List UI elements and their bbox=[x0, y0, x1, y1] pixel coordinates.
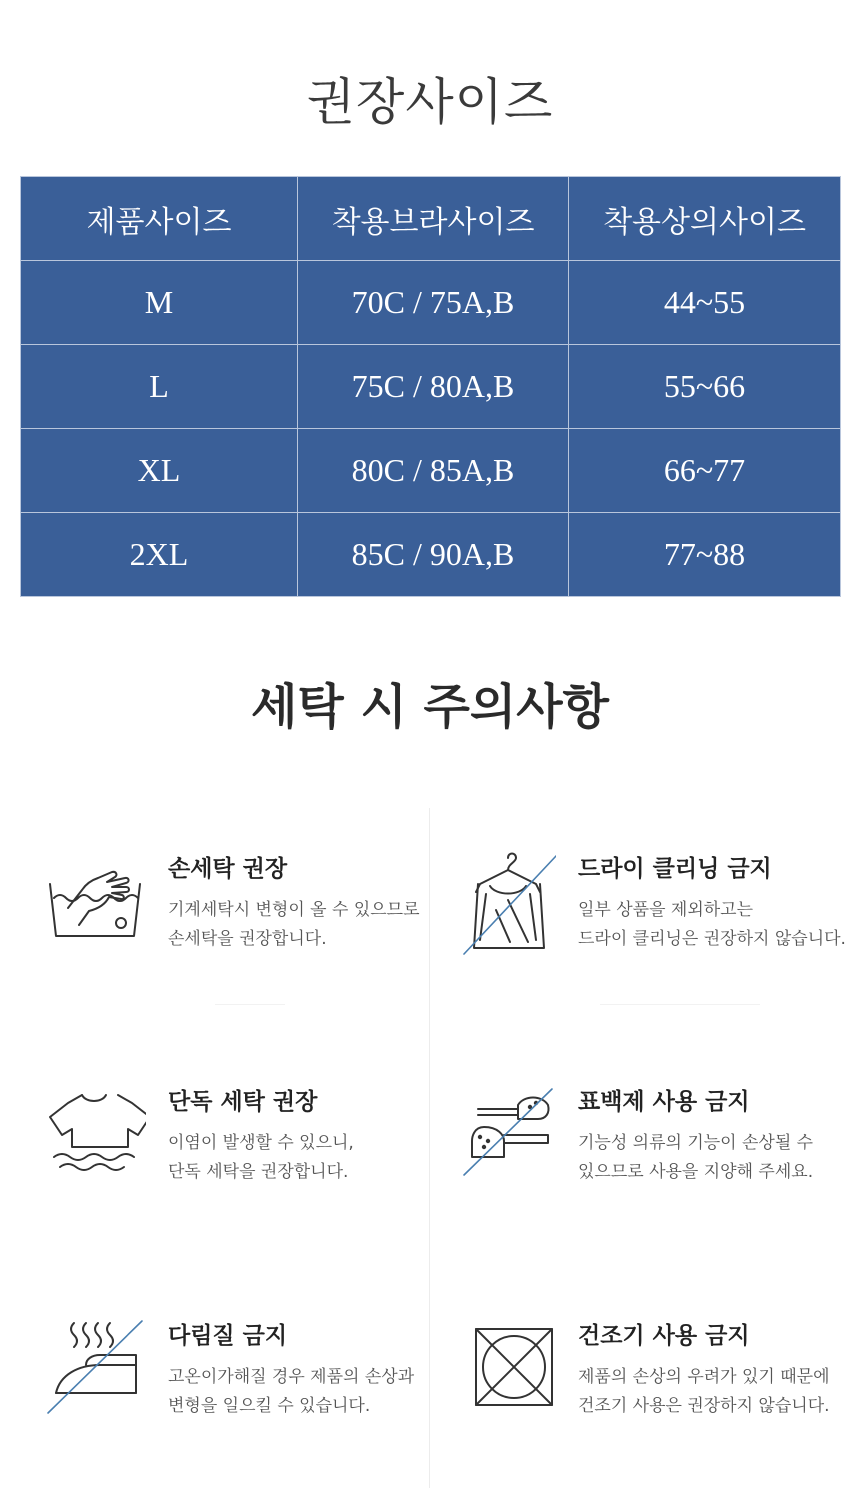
table-row bbox=[21, 261, 841, 345]
care-item-description: 기계세탁시 변형이 올 수 있으므로 손세탁을 권장합니다. bbox=[168, 900, 420, 949]
hand-wash-icon bbox=[46, 850, 146, 970]
bra-size-cell: 75C / 80A,B bbox=[298, 345, 569, 429]
care-title: 세탁 시 주의사항 bbox=[251, 679, 609, 735]
product-size-cell: M bbox=[21, 261, 298, 345]
header-bra-size: 착용브라사이즈 bbox=[298, 177, 569, 261]
no-dry-cleaning-icon bbox=[456, 850, 556, 970]
table-header-row bbox=[21, 177, 841, 261]
size-table bbox=[20, 176, 841, 597]
bra-size-cell: 85C / 90A,B bbox=[298, 513, 569, 597]
header-product-size: 제품사이즈 bbox=[21, 177, 298, 261]
product-size-cell: L bbox=[21, 345, 298, 429]
no-tumble-dry-icon bbox=[456, 1317, 556, 1437]
bra-size-cell: 70C / 75A,B bbox=[298, 261, 569, 345]
product-size-cell: 2XL bbox=[21, 513, 298, 597]
care-item-no-dry-cleaning bbox=[456, 850, 860, 1010]
top-size-cell: 77~88 bbox=[569, 513, 841, 597]
product-size-cell: XL bbox=[21, 429, 298, 513]
care-item-description: 이염이 발생할 수 있으니, 단독 세탁을 권장합니다. bbox=[168, 1133, 354, 1182]
separate-wash-icon bbox=[46, 1083, 146, 1203]
care-item-no-tumble-dry bbox=[456, 1317, 860, 1477]
table-row bbox=[21, 345, 841, 429]
header-top-size: 착용상의사이즈 bbox=[569, 177, 841, 261]
size-title: 권장사이즈 bbox=[306, 73, 554, 131]
care-item-description: 일부 상품을 제외하고는 드라이 클리닝은 권장하지 않습니다. bbox=[578, 900, 846, 949]
care-item-description: 제품의 손상의 우려가 있기 때문에 건조기 사용은 권장하지 않습니다. bbox=[578, 1367, 830, 1416]
bra-size-cell: 80C / 85A,B bbox=[298, 429, 569, 513]
top-size-cell: 55~66 bbox=[569, 345, 841, 429]
care-item-description: 기능성 의류의 기능이 손상될 수 있으므로 사용을 지양해 주세요. bbox=[578, 1133, 814, 1182]
care-item-title: 표백제 사용 금지 bbox=[578, 1089, 750, 1115]
care-item-no-bleach bbox=[456, 1083, 860, 1243]
care-item-no-ironing bbox=[46, 1317, 466, 1477]
no-ironing-icon bbox=[46, 1317, 146, 1437]
care-item-title: 다림질 금지 bbox=[168, 1323, 288, 1349]
table-row bbox=[21, 429, 841, 513]
care-item-title: 건조기 사용 금지 bbox=[578, 1323, 750, 1349]
top-size-cell: 44~55 bbox=[569, 261, 841, 345]
care-item-separate-wash bbox=[46, 1083, 466, 1243]
care-item-title: 단독 세탁 권장 bbox=[168, 1089, 318, 1115]
no-bleach-icon bbox=[456, 1083, 556, 1203]
care-item-description: 고온이가해질 경우 제품의 손상과 변형을 일으킬 수 있습니다. bbox=[168, 1367, 415, 1416]
care-item-hand-wash bbox=[46, 850, 466, 1010]
top-size-cell: 66~77 bbox=[569, 429, 841, 513]
care-item-title: 드라이 클리닝 금지 bbox=[578, 856, 772, 882]
table-row bbox=[21, 513, 841, 597]
care-item-title: 손세탁 권장 bbox=[168, 856, 288, 882]
